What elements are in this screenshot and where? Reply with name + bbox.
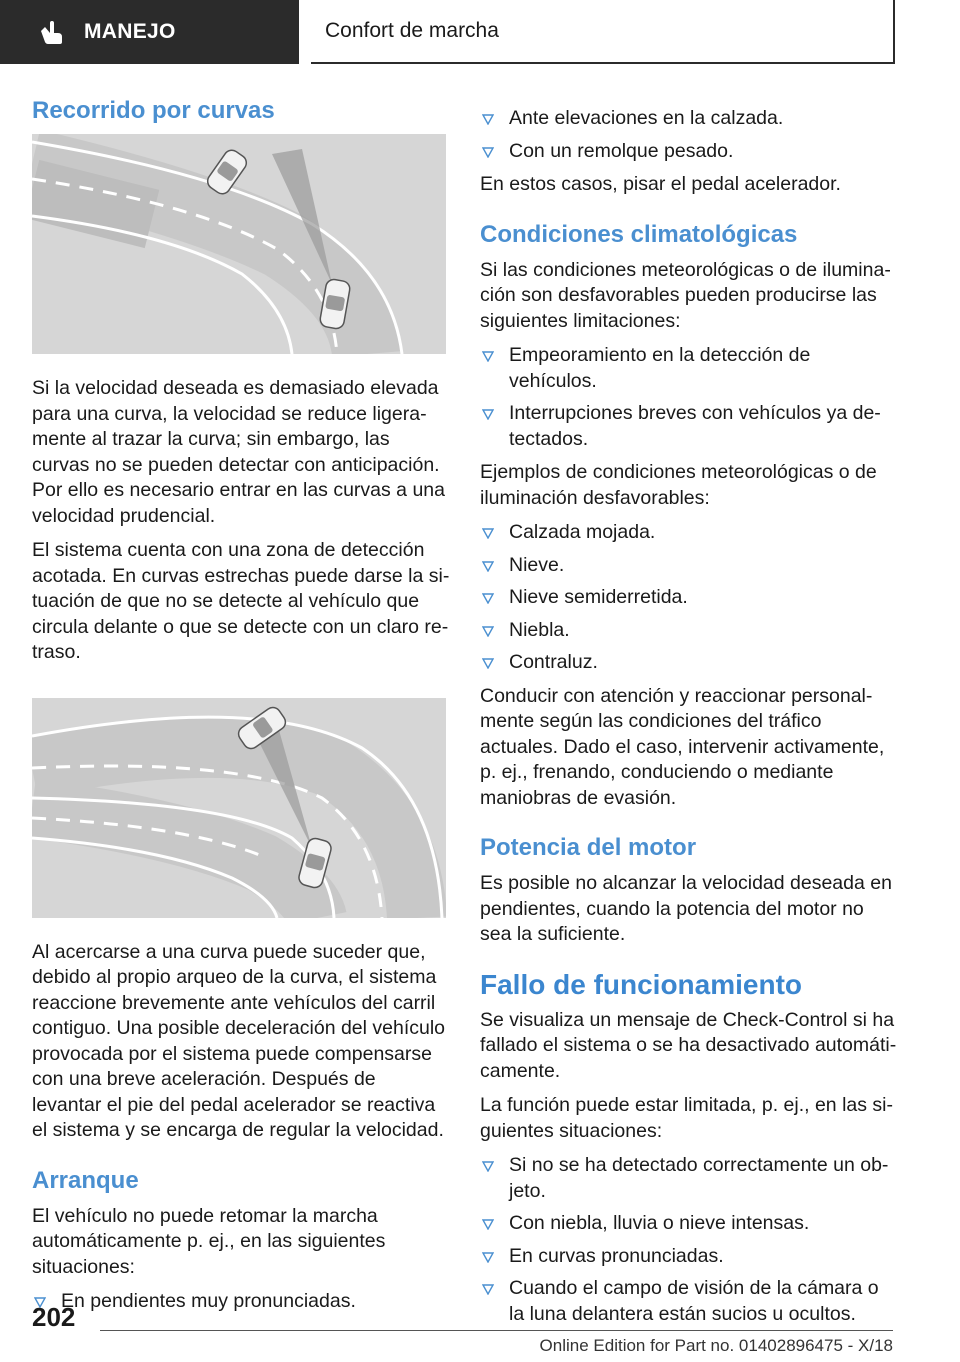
triangle-bullet-icon bbox=[482, 147, 494, 158]
triangle-bullet-icon bbox=[482, 1252, 494, 1263]
list-item: En curvas pronunciadas. bbox=[480, 1244, 898, 1270]
start-bullet-list bbox=[32, 1289, 450, 1315]
steering-hand-icon bbox=[38, 19, 64, 45]
paragraph-curves-1: Si la velocidad deseada es demasiado elevada para una curva, la velocidad se reduce ligeramente al trazar la curva; sin embargo, las curvas no se pueden detectar con anticipación. Por ello es necesario entrar en las curvas a una velocidad prudencial. bbox=[32, 377, 445, 527]
list-item: Contraluz. bbox=[480, 650, 898, 676]
page-number: 202 bbox=[32, 1302, 76, 1332]
left-column bbox=[32, 96, 450, 1323]
triangle-bullet-icon bbox=[482, 626, 494, 637]
paragraph-weather-3: Conducir con atención y reaccionar personalmente según las condiciones del tráfico actuales. Dado el caso, intervenir activamente, p. ej., frenando, conduciendo o mediante maniobras de evasión. bbox=[480, 684, 885, 809]
example-bullet-list bbox=[480, 520, 898, 676]
triangle-bullet-icon bbox=[482, 528, 494, 539]
triangle-bullet-icon bbox=[482, 561, 494, 572]
triangle-bullet-icon bbox=[482, 658, 494, 669]
right-column bbox=[480, 106, 898, 1335]
list-item: Con un remolque pesado. bbox=[480, 139, 898, 165]
list-item: Cuando el campo de visión de la cámara o la luna delantera están sucios u ocultos. bbox=[480, 1276, 898, 1327]
list-item: Nieve semiderretida. bbox=[480, 585, 898, 611]
heading-start: Arranque bbox=[32, 1166, 139, 1194]
paragraph-failure-1: Se visualiza un mensaje de Check-Control si ha fallado el sistema o se ha desactivado automáticamente. bbox=[480, 1008, 897, 1082]
triangle-bullet-icon bbox=[482, 1284, 494, 1295]
header-title: Confort de marcha bbox=[325, 19, 499, 42]
header-section-tab bbox=[0, 0, 299, 64]
heading-weather: Condiciones climatológicas bbox=[480, 220, 798, 248]
paragraph-weather-1: Si las condiciones meteorológicas o de iluminación son desfavorables pueden producirse las siguientes limitaciones: bbox=[480, 258, 891, 332]
paragraph-engine: Es posible no alcanzar la velocidad deseada en pendientes, cuando la potencia del motor no sea la suficiente. bbox=[480, 872, 892, 945]
list-item: En pendientes muy pronunciadas. bbox=[32, 1289, 450, 1315]
paragraph-failure-2: La función puede estar limitada, p. ej., en las siguientes situaciones: bbox=[480, 1094, 893, 1142]
heading-failure: Fallo de funcionamiento bbox=[480, 968, 803, 1000]
header-section-label: MANEJO bbox=[84, 20, 176, 43]
list-item: Con niebla, lluvia o nieve intensas. bbox=[480, 1211, 898, 1237]
paragraph-weather-2: Ejemplos de condiciones meteorológicas o de iluminación desfavorables: bbox=[480, 461, 877, 509]
list-item: Ante elevaciones en la calzada. bbox=[480, 106, 898, 132]
triangle-bullet-icon bbox=[482, 409, 494, 420]
curve-illustration-1 bbox=[32, 134, 446, 354]
paragraph-start-end: En estos casos, pisar el pedal acelerador. bbox=[480, 173, 841, 195]
list-item: Calzada mojada. bbox=[480, 520, 898, 546]
paragraph-curves-3: Al acercarse a una curva puede suceder que, debido al propio arqueo de la curva, el sistema reaccione brevemente ante vehículos del carril contiguo. Una posible deceleración del vehículo provocada por el sistema puede compensarse con una breve aceleración. Después de levantar el pie del pedal acelerador se reactiva el sistema y se encarga de regular la velocidad. bbox=[32, 940, 446, 1141]
list-item: Si no se ha detectado correctamente un objeto. bbox=[480, 1153, 898, 1204]
heading-engine: Potencia del motor bbox=[480, 834, 697, 861]
footer-edition: Online Edition for Part no. 01402896475 - X/18 bbox=[539, 1336, 893, 1355]
heading-curves: Recorrido por curvas bbox=[32, 97, 275, 124]
list-item: Niebla. bbox=[480, 618, 898, 644]
header-title-box bbox=[311, 0, 895, 64]
triangle-bullet-icon bbox=[482, 1219, 494, 1230]
paragraph-curves-2: El sistema cuenta con una zona de detección acotada. En curvas estrechas puede darse la situación de que no se detecte al vehículo que circula delante o que se detecte con un claro retraso. bbox=[32, 539, 450, 663]
paragraph-start: El vehículo no puede retomar la marcha automáticamente p. ej., en las siguientes situaciones: bbox=[32, 1204, 386, 1278]
triangle-bullet-icon bbox=[482, 593, 494, 604]
curve-illustration-2 bbox=[32, 698, 446, 918]
triangle-bullet-icon bbox=[482, 1161, 494, 1172]
footer-divider bbox=[100, 1330, 893, 1331]
failure-bullet-list bbox=[480, 1153, 898, 1327]
list-item: Empeoramiento en la detección de vehículos. bbox=[480, 343, 898, 394]
list-item: Nieve. bbox=[480, 553, 898, 579]
list-item: Interrupciones breves con vehículos ya detectados. bbox=[480, 401, 898, 452]
triangle-bullet-icon bbox=[482, 114, 494, 125]
weather-bullet-list bbox=[480, 343, 898, 452]
start-bullet-list-continued bbox=[480, 106, 898, 164]
triangle-bullet-icon bbox=[482, 351, 494, 362]
